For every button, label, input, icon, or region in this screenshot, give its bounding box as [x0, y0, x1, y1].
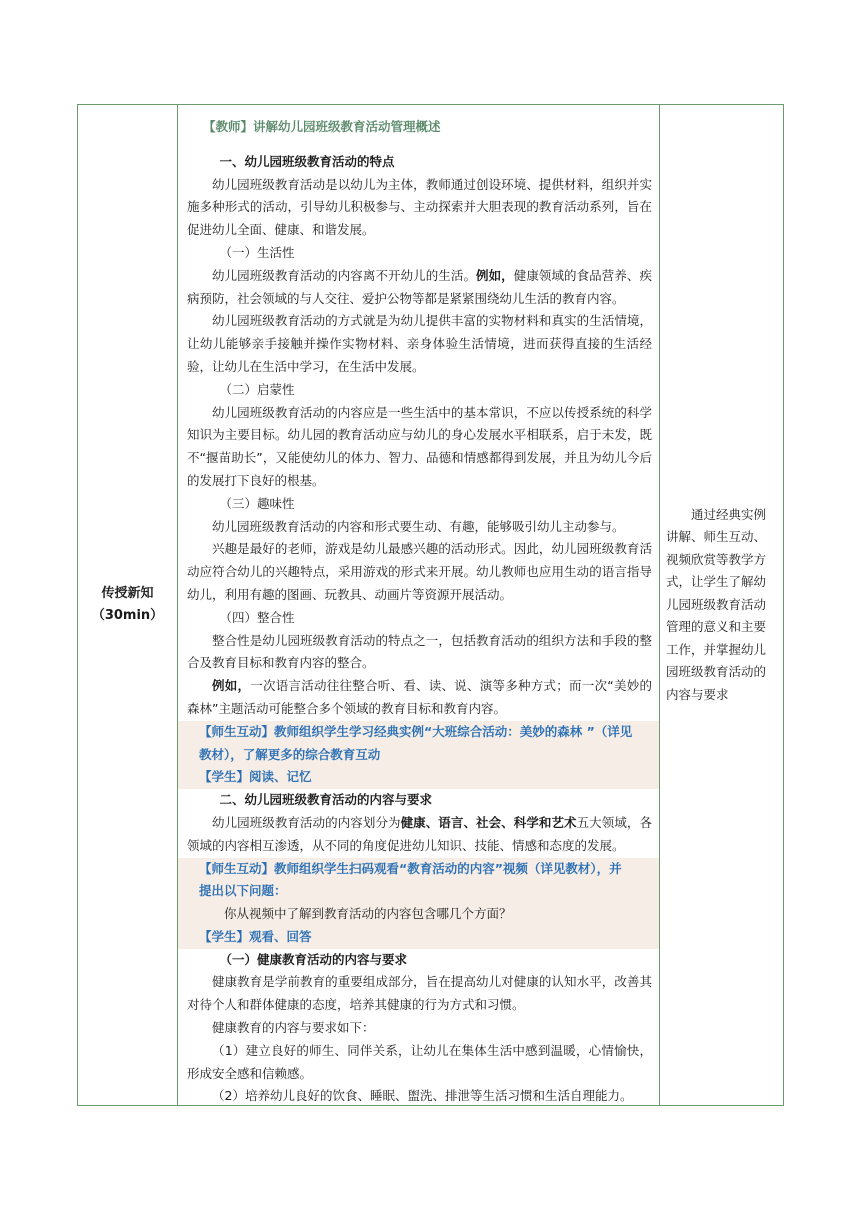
- paragraph: 幼儿园班级教育活动的内容和形式要生动、有趣，能够吸引幼儿主动参与。: [212, 518, 625, 534]
- method-cell: [660, 105, 783, 1105]
- paragraph: （1）建立良好的师生、同伴关系，让幼儿在集体生活中感到温暖，心情愉快，形成安全感和信赖感。: [187, 1042, 652, 1081]
- interaction-line: 提出以下问题：: [199, 883, 287, 899]
- stage-cell: [78, 105, 178, 1105]
- teacher-heading: 【教师】讲解幼儿园班级教育活动管理概述: [203, 119, 441, 134]
- paragraph: 幼儿园班级教育活动的内容应是一些生活中的基本常识，不应以传授系统的科学知识为主要目标。幼儿园的教育活动应与幼儿的身心发展水平相联系，启于未发，既不“揠苗助长”，又能使幼儿的体力、智力、品德和情感都得到发展，并且为幼儿今后的发展打下良好的根基。: [187, 404, 652, 488]
- subheading: （四）整合性: [219, 609, 295, 625]
- paragraph: 兴趣是最好的老师，游戏是幼儿最感兴趣的活动形式。因此，幼儿园班级教育活动应符合幼儿的兴趣特点，采用游戏的形式来开展。幼儿教师也应用生动的语言指导幼儿，利用有趣的图画、玩教具、动画片等资源开展活动。: [187, 541, 652, 602]
- subheading: （一）生活性: [219, 244, 295, 260]
- interaction-line: 【师生互动】教师组织学生学习经典实例“大班综合活动：美妙的森林 ”（详见: [199, 723, 633, 739]
- paragraph: （2）培养幼儿良好的饮食、睡眠、盥洗、排泄等生活习惯和生活自理能力。: [212, 1088, 633, 1104]
- question-line: 你从视频中了解到教育活动的内容包含哪几个方面？: [224, 906, 512, 922]
- paragraph: 幼儿园班级教育活动的方式就是为幼儿提供丰富的实物材料和真实的生活情境，让幼儿能够亲手接触并操作实物材料、亲身体验生活情境，进而获得直接的生活经验，让幼儿在生活中学习，在生活中发展。: [187, 313, 652, 374]
- subheading: （二）启蒙性: [219, 381, 295, 397]
- paragraph: 整合性是幼儿园班级教育活动的特点之一，包括教育活动的组织方法和手段的整合及教育目标和教育内容的整合。: [187, 632, 652, 671]
- content-cell: [178, 105, 660, 1105]
- lesson-table: [77, 104, 784, 1106]
- paragraph: 健康教育的内容与要求如下：: [212, 1020, 375, 1036]
- stage-title: 传授新知: [101, 586, 154, 601]
- section-heading-1: 一、幼儿园班级教育活动的特点: [219, 153, 395, 169]
- interaction-band-1: [178, 721, 659, 789]
- method-text: 通过经典实例讲解、师生互动、视频欣赏等教学方式，让学生了解幼儿园班级教育活动管理的意义和主要工作，并掌握幼儿园班级教育活动的内容与要求: [666, 506, 767, 702]
- interaction-line: 教材），了解更多的综合教育互动: [199, 746, 381, 762]
- student-line: 【学生】阅读、记忆: [199, 769, 312, 785]
- subheading: （三）趣味性: [219, 495, 295, 511]
- subheading: （一）健康教育活动的内容与要求: [219, 951, 408, 967]
- section-heading-2: 二、幼儿园班级教育活动的内容与要求: [219, 792, 433, 808]
- paragraph: 幼儿园班级教育活动是以幼儿为主体，教师通过创设环境、提供材料，组织并实施多种形式的活动，引导幼儿积极参与、主动探索并大胆表现的教育活动系列，旨在促进幼儿全面、健康、和谐发展。: [187, 176, 652, 238]
- paragraph: 幼儿园班级教育活动的内容离不开幼儿的生活。例如，健康领域的食品营养、疾病预防，社会领域的与人交往、爱护公物等都是紧紧围绕幼儿生活的教育内容。: [187, 267, 652, 306]
- paragraph: 幼儿园班级教育活动的内容划分为健康、语言、社会、科学和艺术五大领域，各领域的内容相互渗透，从不同的角度促进幼儿知识、技能、情感和态度的发展。: [187, 814, 652, 853]
- paragraph: 健康教育是学前教育的重要组成部分，旨在提高幼儿对健康的认知水平，改善其对待个人和群体健康的态度，培养其健康的行为方式和习惯。: [187, 974, 652, 1013]
- stage-time: （30min）: [91, 608, 164, 623]
- student-line: 【学生】观看、回答: [199, 928, 312, 944]
- paragraph: 例如，一次语言活动往往整合听、看、读、说、演等多种方式；而一次“美妙的森林”主题活动可能整合多个领域的教育目标和教育内容。: [187, 678, 652, 716]
- interaction-band-2: [178, 858, 659, 949]
- interaction-line: 【师生互动】教师组织学生扫码观看“教育活动的内容”视频（详见教材），并: [199, 860, 622, 876]
